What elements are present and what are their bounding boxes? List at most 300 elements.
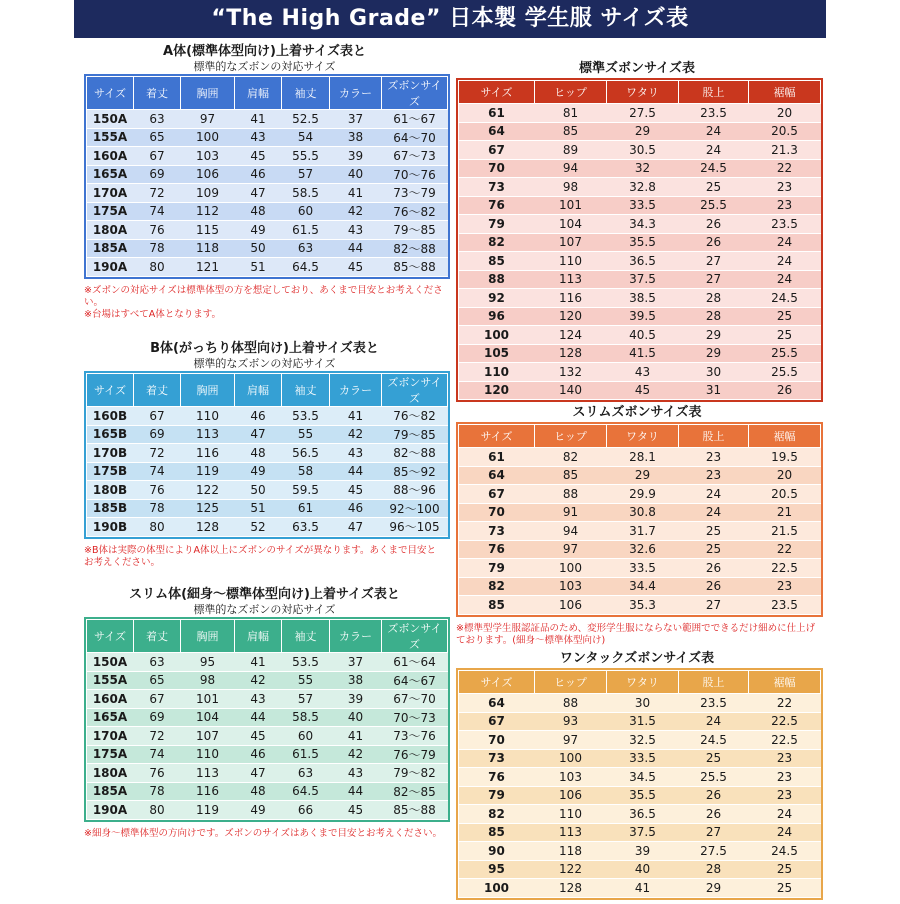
value-cell: 29 (607, 122, 679, 141)
value-cell: 28 (679, 307, 749, 326)
value-cell: 115 (181, 221, 235, 240)
value-cell: 23 (679, 466, 749, 485)
value-cell: 22.5 (749, 731, 821, 750)
slim-pants-title: スリムズボンサイズ表 (572, 405, 702, 420)
column-header: サイズ (87, 77, 134, 110)
value-cell: 26 (679, 805, 749, 824)
table-row (459, 215, 821, 234)
table-row (459, 252, 821, 271)
value-cell: 20.5 (749, 122, 821, 141)
table-row (87, 690, 448, 709)
size-cell: 185B (87, 499, 134, 518)
size-cell: 73 (459, 178, 535, 197)
size-cell: 61 (459, 104, 535, 123)
table-row (87, 110, 448, 129)
value-cell: 24.5 (749, 289, 821, 308)
value-cell: 128 (535, 344, 607, 363)
value-cell: 29 (607, 466, 679, 485)
value-cell: 92〜100 (382, 499, 448, 518)
table-row (459, 860, 821, 879)
value-cell: 23.5 (679, 104, 749, 123)
size-cell: 67 (459, 141, 535, 160)
value-cell: 98 (181, 671, 235, 690)
table-row (459, 233, 821, 252)
value-cell: 27 (679, 252, 749, 271)
column-header: 裾幅 (749, 425, 821, 448)
value-cell: 55.5 (282, 147, 330, 166)
size-cell: 105 (459, 344, 535, 363)
value-cell: 41 (235, 110, 282, 129)
value-cell: 79〜85 (382, 425, 448, 444)
size-cell: 100 (459, 879, 535, 898)
column-header: 裾幅 (749, 81, 821, 104)
size-cell: 185A (87, 782, 134, 801)
table-row (87, 147, 448, 166)
value-cell: 82 (535, 448, 607, 467)
size-cell: 61 (459, 448, 535, 467)
size-cell: 180A (87, 221, 134, 240)
value-cell: 40 (607, 860, 679, 879)
value-cell: 121 (181, 258, 235, 277)
value-cell: 104 (535, 215, 607, 234)
value-cell: 72 (134, 727, 181, 746)
value-cell: 32.8 (607, 178, 679, 197)
size-cell: 170A (87, 184, 134, 203)
value-cell: 82〜88 (382, 239, 448, 258)
value-cell: 22 (749, 540, 821, 559)
table-row (87, 727, 448, 746)
value-cell: 72 (134, 444, 181, 463)
column-header: 胸囲 (181, 77, 235, 110)
value-cell: 52.5 (282, 110, 330, 129)
column-header: ズボンサイズ (382, 374, 448, 407)
b-body-table (86, 373, 448, 537)
size-cell: 70 (459, 731, 535, 750)
value-cell: 45 (235, 147, 282, 166)
value-cell: 63 (134, 653, 181, 672)
table-row (459, 559, 821, 578)
size-cell: 70 (459, 503, 535, 522)
table-header-row (87, 620, 448, 653)
size-cell: 170B (87, 444, 134, 463)
value-cell: 101 (181, 690, 235, 709)
page-banner: “The High Grade” 日本製 学生服 サイズ表 (74, 0, 826, 38)
value-cell: 106 (181, 165, 235, 184)
slim-body-table (86, 619, 448, 820)
table-row (459, 196, 821, 215)
size-cell: 180B (87, 481, 134, 500)
value-cell: 124 (535, 326, 607, 345)
table-row (87, 165, 448, 184)
value-cell: 110 (535, 252, 607, 271)
column-header: 股上 (679, 81, 749, 104)
size-cell: 82 (459, 805, 535, 824)
size-cell: 155A (87, 128, 134, 147)
size-cell: 95 (459, 860, 535, 879)
value-cell: 69 (134, 708, 181, 727)
value-cell: 24.5 (749, 842, 821, 861)
size-cell: 96 (459, 307, 535, 326)
value-cell: 49 (235, 801, 282, 820)
value-cell: 29.9 (607, 485, 679, 504)
value-cell: 119 (181, 801, 235, 820)
size-cell: 85 (459, 823, 535, 842)
table-row (87, 462, 448, 481)
value-cell: 35.3 (607, 596, 679, 615)
size-cell: 64 (459, 466, 535, 485)
value-cell: 24 (749, 805, 821, 824)
column-header: 胸囲 (181, 620, 235, 653)
value-cell: 26 (679, 559, 749, 578)
value-cell: 61.5 (282, 745, 330, 764)
table-row (87, 258, 448, 277)
value-cell: 140 (535, 381, 607, 400)
value-cell: 61 (282, 499, 330, 518)
value-cell: 31.7 (607, 522, 679, 541)
table-row (87, 745, 448, 764)
size-cell: 70 (459, 159, 535, 178)
size-cell: 79 (459, 786, 535, 805)
value-cell: 38 (330, 671, 382, 690)
column-header: ズボンサイズ (382, 620, 448, 653)
column-header: サイズ (87, 620, 134, 653)
value-cell: 21.5 (749, 522, 821, 541)
value-cell: 47 (235, 425, 282, 444)
value-cell: 65 (134, 128, 181, 147)
slim-body-title: スリム体(細身〜標準体型向け)上着サイズ表と (129, 587, 400, 602)
table-row (459, 289, 821, 308)
table-row (459, 448, 821, 467)
value-cell: 41.5 (607, 344, 679, 363)
value-cell: 50 (235, 481, 282, 500)
value-cell: 101 (535, 196, 607, 215)
table-row (87, 671, 448, 690)
value-cell: 24 (679, 712, 749, 731)
column-header: ヒップ (535, 671, 607, 694)
value-cell: 46 (235, 407, 282, 426)
value-cell: 85 (535, 466, 607, 485)
value-cell: 32.6 (607, 540, 679, 559)
a-body-note-2: ※台場はすべてA体となります。 (84, 308, 222, 320)
value-cell: 55 (282, 671, 330, 690)
slim-body-subtitle: 標準的なズボンの対応サイズ (193, 603, 336, 616)
value-cell: 25 (749, 860, 821, 879)
value-cell: 25 (749, 879, 821, 898)
value-cell: 51 (235, 258, 282, 277)
value-cell: 39 (330, 690, 382, 709)
table-header-row (459, 671, 821, 694)
value-cell: 100 (535, 559, 607, 578)
table-row (459, 122, 821, 141)
size-cell: 76 (459, 768, 535, 787)
value-cell: 103 (181, 147, 235, 166)
value-cell: 32 (607, 159, 679, 178)
value-cell: 58.5 (282, 708, 330, 727)
size-cell: 79 (459, 559, 535, 578)
value-cell: 28.1 (607, 448, 679, 467)
column-header: 袖丈 (282, 77, 330, 110)
column-header: 袖丈 (282, 374, 330, 407)
value-cell: 22 (749, 694, 821, 713)
value-cell: 63 (282, 764, 330, 783)
value-cell: 25.5 (749, 344, 821, 363)
column-header: 袖丈 (282, 620, 330, 653)
onetuck-pants-title: ワンタックズボンサイズ表 (559, 651, 715, 666)
onetuck-pants-table (458, 670, 821, 898)
value-cell: 97 (535, 731, 607, 750)
value-cell: 41 (607, 879, 679, 898)
table-row (459, 466, 821, 485)
table-row (459, 363, 821, 382)
value-cell: 33.5 (607, 559, 679, 578)
table-row (459, 842, 821, 861)
table-row (87, 481, 448, 500)
value-cell: 67 (134, 147, 181, 166)
value-cell: 34.4 (607, 577, 679, 596)
value-cell: 66 (282, 801, 330, 820)
value-cell: 23 (749, 577, 821, 596)
value-cell: 25 (679, 522, 749, 541)
size-cell: 82 (459, 577, 535, 596)
table-header-row (459, 425, 821, 448)
value-cell: 113 (181, 764, 235, 783)
value-cell: 110 (181, 407, 235, 426)
value-cell: 122 (535, 860, 607, 879)
value-cell: 97 (181, 110, 235, 129)
column-header: 裾幅 (749, 671, 821, 694)
size-cell: 160B (87, 407, 134, 426)
column-header: 着丈 (134, 77, 181, 110)
size-cell: 185A (87, 239, 134, 258)
value-cell: 20 (749, 466, 821, 485)
table-row (459, 326, 821, 345)
table-row (459, 749, 821, 768)
value-cell: 42 (330, 425, 382, 444)
value-cell: 23.5 (679, 694, 749, 713)
column-header: カラー (330, 77, 382, 110)
value-cell: 25 (679, 178, 749, 197)
a-body-title: A体(標準体型向け)上着サイズ表と (163, 44, 366, 59)
value-cell: 53.5 (282, 653, 330, 672)
value-cell: 29 (679, 879, 749, 898)
size-cell: 150A (87, 110, 134, 129)
value-cell: 113 (535, 270, 607, 289)
table-row (87, 425, 448, 444)
table-row (459, 270, 821, 289)
size-cell: 110 (459, 363, 535, 382)
size-cell: 120 (459, 381, 535, 400)
value-cell: 74 (134, 745, 181, 764)
table-row (87, 518, 448, 537)
value-cell: 107 (535, 233, 607, 252)
value-cell: 40.5 (607, 326, 679, 345)
value-cell: 67〜70 (382, 690, 448, 709)
value-cell: 113 (535, 823, 607, 842)
size-cell: 67 (459, 712, 535, 731)
value-cell: 24 (679, 485, 749, 504)
column-header: ワタリ (607, 425, 679, 448)
value-cell: 49 (235, 221, 282, 240)
column-header: ワタリ (607, 81, 679, 104)
value-cell: 24.5 (679, 159, 749, 178)
column-header: ヒップ (535, 425, 607, 448)
column-header: 股上 (679, 671, 749, 694)
value-cell: 45 (330, 801, 382, 820)
column-header: 胸囲 (181, 374, 235, 407)
value-cell: 21.3 (749, 141, 821, 160)
value-cell: 64〜67 (382, 671, 448, 690)
a-body-note-1: ※ズボンの対応サイズは標準体型の方を想定しており、あくまで目安とお考えください。 (84, 284, 443, 308)
value-cell: 20.5 (749, 485, 821, 504)
value-cell: 122 (181, 481, 235, 500)
value-cell: 97 (535, 540, 607, 559)
b-body-note: ※B体は実際の体型によりA体以上にズボンのサイズが異なります。あくまで目安とお考えください。 (84, 544, 436, 568)
value-cell: 30 (679, 363, 749, 382)
value-cell: 79〜85 (382, 221, 448, 240)
value-cell: 106 (535, 786, 607, 805)
value-cell: 95 (181, 653, 235, 672)
value-cell: 76〜79 (382, 745, 448, 764)
value-cell: 47 (235, 184, 282, 203)
value-cell: 50 (235, 239, 282, 258)
value-cell: 32.5 (607, 731, 679, 750)
value-cell: 27.5 (679, 842, 749, 861)
value-cell: 42 (330, 202, 382, 221)
value-cell: 44 (330, 782, 382, 801)
value-cell: 96〜105 (382, 518, 448, 537)
value-cell: 76 (134, 221, 181, 240)
value-cell: 74 (134, 462, 181, 481)
value-cell: 80 (134, 518, 181, 537)
value-cell: 24 (679, 503, 749, 522)
value-cell: 118 (181, 239, 235, 258)
value-cell: 36.5 (607, 252, 679, 271)
value-cell: 45 (330, 481, 382, 500)
value-cell: 28 (679, 860, 749, 879)
size-cell: 165A (87, 165, 134, 184)
table-row (459, 381, 821, 400)
size-cell: 85 (459, 596, 535, 615)
size-cell: 180A (87, 764, 134, 783)
value-cell: 26 (679, 786, 749, 805)
value-cell: 40 (330, 165, 382, 184)
value-cell: 31 (679, 381, 749, 400)
slim-body-note: ※細身〜標準体型の方向けです。ズボンのサイズはあくまで目安とお考えください。 (84, 827, 442, 839)
slim-pants-table (458, 424, 821, 615)
value-cell: 109 (181, 184, 235, 203)
table-row (459, 344, 821, 363)
value-cell: 94 (535, 159, 607, 178)
value-cell: 21 (749, 503, 821, 522)
a-body-section (84, 44, 445, 321)
column-header: ワタリ (607, 671, 679, 694)
column-header: 肩幅 (235, 620, 282, 653)
value-cell: 26 (679, 577, 749, 596)
value-cell: 93 (535, 712, 607, 731)
value-cell: 47 (235, 764, 282, 783)
value-cell: 30 (607, 694, 679, 713)
value-cell: 110 (535, 805, 607, 824)
value-cell: 40 (330, 708, 382, 727)
value-cell: 80 (134, 801, 181, 820)
value-cell: 78 (134, 782, 181, 801)
table-header-row (459, 81, 821, 104)
value-cell: 23 (749, 749, 821, 768)
value-cell: 118 (535, 842, 607, 861)
value-cell: 48 (235, 444, 282, 463)
table-row (87, 128, 448, 147)
value-cell: 25.5 (679, 196, 749, 215)
column-header: サイズ (459, 671, 535, 694)
value-cell: 60 (282, 727, 330, 746)
value-cell: 58.5 (282, 184, 330, 203)
value-cell: 24 (679, 122, 749, 141)
value-cell: 23.5 (749, 596, 821, 615)
value-cell: 27.5 (607, 104, 679, 123)
value-cell: 26 (679, 215, 749, 234)
table-row (459, 823, 821, 842)
value-cell: 103 (535, 577, 607, 596)
value-cell: 82〜85 (382, 782, 448, 801)
value-cell: 46 (330, 499, 382, 518)
column-header: ズボンサイズ (382, 77, 448, 110)
size-cell: 90 (459, 842, 535, 861)
value-cell: 69 (134, 165, 181, 184)
column-header: 肩幅 (235, 77, 282, 110)
table-row (459, 786, 821, 805)
value-cell: 73〜76 (382, 727, 448, 746)
value-cell: 67 (134, 690, 181, 709)
table-row (459, 178, 821, 197)
table-row (87, 202, 448, 221)
value-cell: 51 (235, 499, 282, 518)
slim-pants-section (456, 404, 818, 647)
value-cell: 41 (330, 184, 382, 203)
value-cell: 69 (134, 425, 181, 444)
value-cell: 72 (134, 184, 181, 203)
value-cell: 35.5 (607, 233, 679, 252)
value-cell: 89 (535, 141, 607, 160)
value-cell: 27 (679, 823, 749, 842)
b-body-section (84, 341, 445, 569)
size-cell: 85 (459, 252, 535, 271)
value-cell: 43 (235, 690, 282, 709)
size-cell: 67 (459, 485, 535, 504)
value-cell: 52 (235, 518, 282, 537)
table-row (87, 653, 448, 672)
value-cell: 79〜82 (382, 764, 448, 783)
table-row (459, 104, 821, 123)
size-cell: 175A (87, 202, 134, 221)
value-cell: 64〜70 (382, 128, 448, 147)
value-cell: 116 (181, 444, 235, 463)
value-cell: 63.5 (282, 518, 330, 537)
value-cell: 26 (679, 233, 749, 252)
value-cell: 42 (235, 671, 282, 690)
column-header: 着丈 (134, 620, 181, 653)
value-cell: 43 (235, 128, 282, 147)
column-header: 肩幅 (235, 374, 282, 407)
value-cell: 23 (749, 178, 821, 197)
value-cell: 24 (679, 141, 749, 160)
table-row (459, 485, 821, 504)
column-header: 股上 (679, 425, 749, 448)
value-cell: 33.5 (607, 749, 679, 768)
table-row (459, 805, 821, 824)
value-cell: 23 (749, 768, 821, 787)
table-row (459, 307, 821, 326)
value-cell: 116 (535, 289, 607, 308)
